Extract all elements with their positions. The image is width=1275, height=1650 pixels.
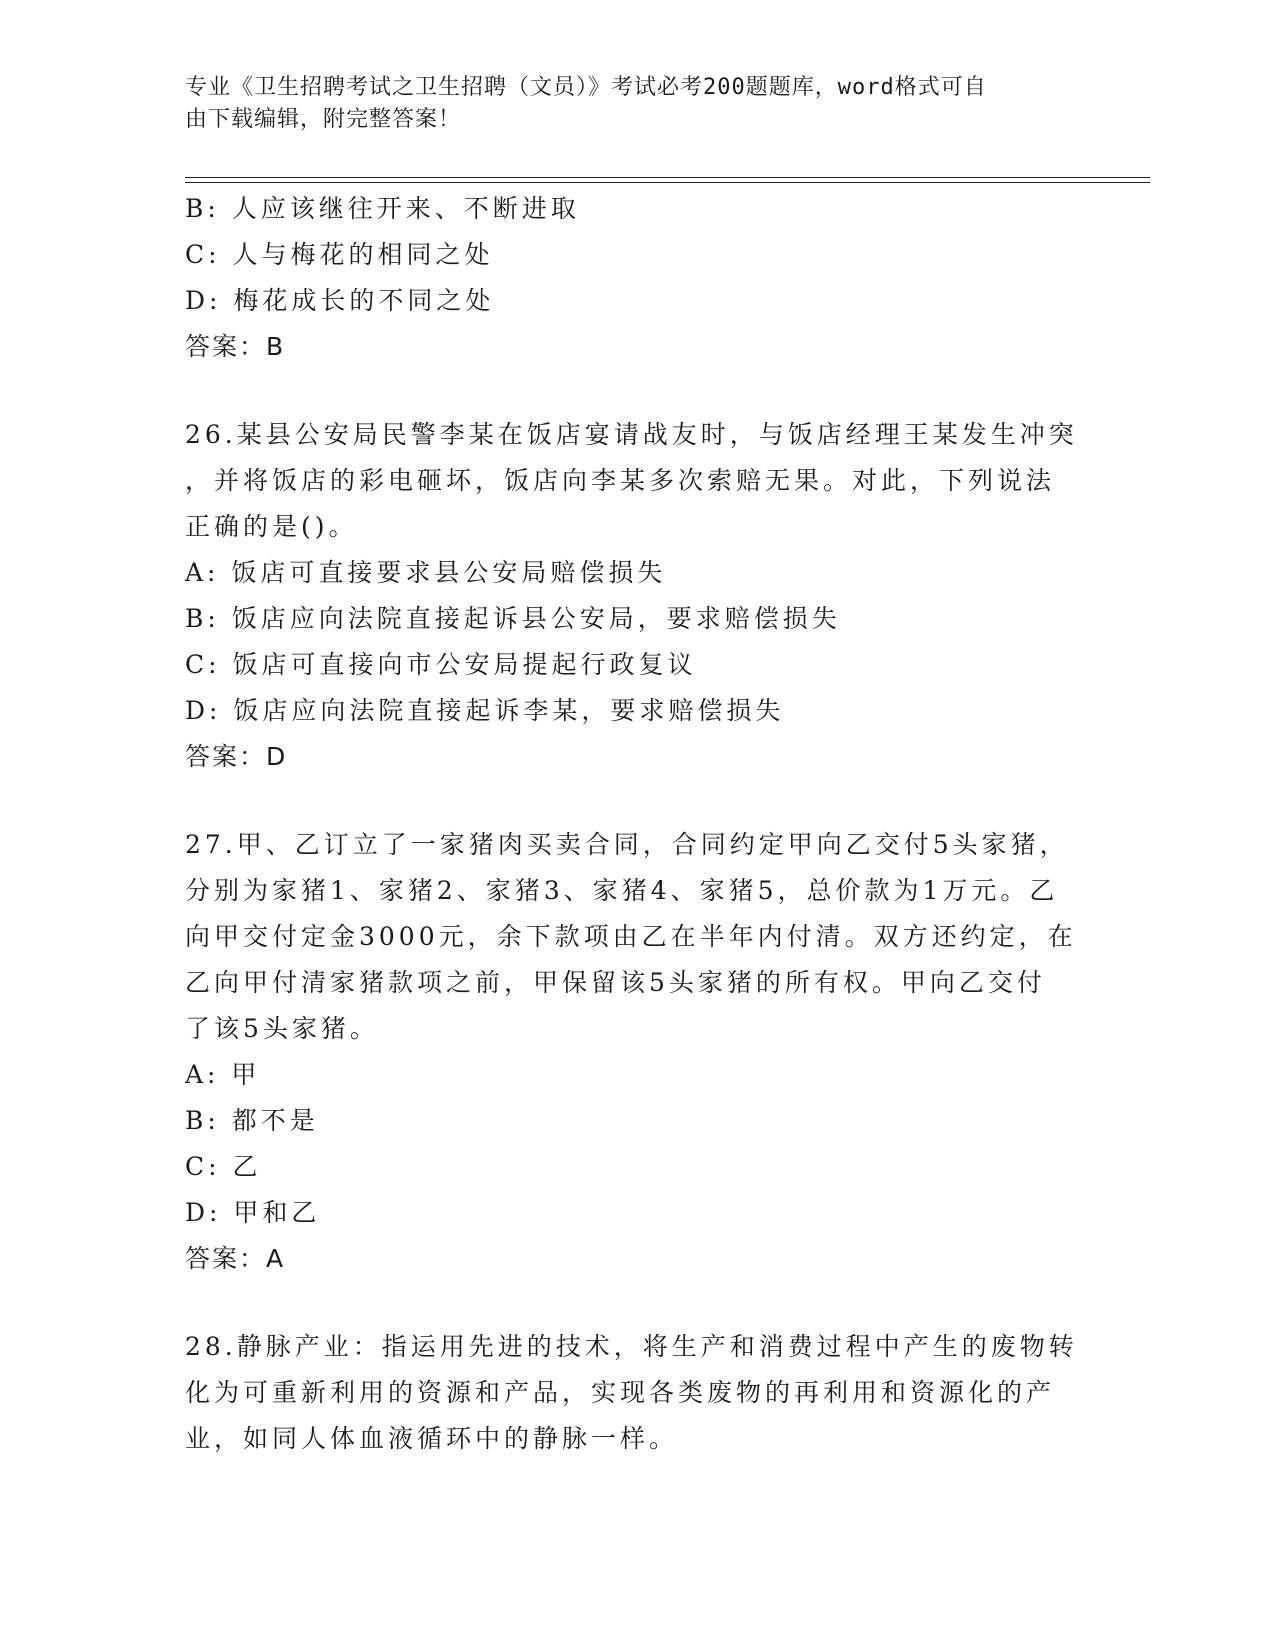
option-c: C: 人与梅花的相同之处 [185,240,494,269]
option-b: B: 都不是 [185,1106,319,1135]
option-b: B: 人应该继往开来、不断进取 [185,194,580,223]
question-stem-line: ，并将饭店的彩电砸坏，饭店向李某多次索赔无果。对此，下列说法 [185,466,1056,495]
spacer [185,780,1085,822]
question-27 [185,822,1085,1282]
option-c: C: 饭店可直接向市公安局提起行政复议 [185,650,697,679]
answer-label: 答案：B [185,332,286,361]
question-stem-line: 向甲交付定金3000元，余下款项由乙在半年内付清。双方还约定，在 [185,922,1077,951]
spacer [185,370,1085,412]
question-26 [185,412,1085,780]
option-d: D: 饭店应向法院直接起诉李某，要求赔偿损失 [185,696,785,725]
answer-label: 答案：A [185,1244,286,1273]
answer-label: 答案：D [185,742,288,771]
header-divider-top [185,177,1150,178]
option-a: A: 饭店可直接要求县公安局赔偿损失 [185,558,667,587]
question-stem-line: 26.某县公安局民警李某在饭店宴请战友时，与饭店经理王某发生冲突 [185,420,1078,449]
option-b: B: 饭店应向法院直接起诉县公安局，要求赔偿损失 [185,604,841,633]
question-stem-line: 业，如同人体血液循环中的静脉一样。 [185,1424,679,1453]
question-stem-line: 了该5头家猪。 [185,1014,379,1043]
option-a: A: 甲 [185,1060,261,1089]
question-28 [185,1324,1085,1462]
option-d: D: 梅花成长的不同之处 [185,286,495,315]
header-divider-bottom [185,182,1150,183]
question-stem-line: 分别为家猪1、家猪2、家猪3、家猪4、家猪5，总价款为1万元。乙 [185,876,1059,905]
document-body [185,186,1085,1462]
question-stem-line: 27.甲、乙订立了一家猪肉买卖合同，合同约定甲向乙交付5头家猪， [185,830,1069,859]
question-stem-line: 乙向甲付清家猪款项之前，甲保留该5头家猪的所有权。甲向乙交付 [185,968,1046,997]
document-header [185,72,1065,136]
option-d: D: 甲和乙 [185,1198,321,1227]
spacer [185,1282,1085,1324]
question-stem-line: 28.静脉产业：指运用先进的技术，将生产和消费过程中产生的废物转 [185,1332,1078,1361]
question-stem-line: 正确的是()。 [185,512,358,541]
header-title-line-1: 专业《卫生招聘考试之卫生招聘（文员）》考试必考200题题库，word格式可自 [185,75,987,100]
question-25 [185,186,1085,370]
option-c: C: 乙 [185,1152,262,1181]
header-title-line-2: 由下载编辑，附完整答案！ [185,107,462,132]
question-stem-line: 化为可重新利用的资源和产品，实现各类废物的再利用和资源化的产 [185,1378,1056,1407]
